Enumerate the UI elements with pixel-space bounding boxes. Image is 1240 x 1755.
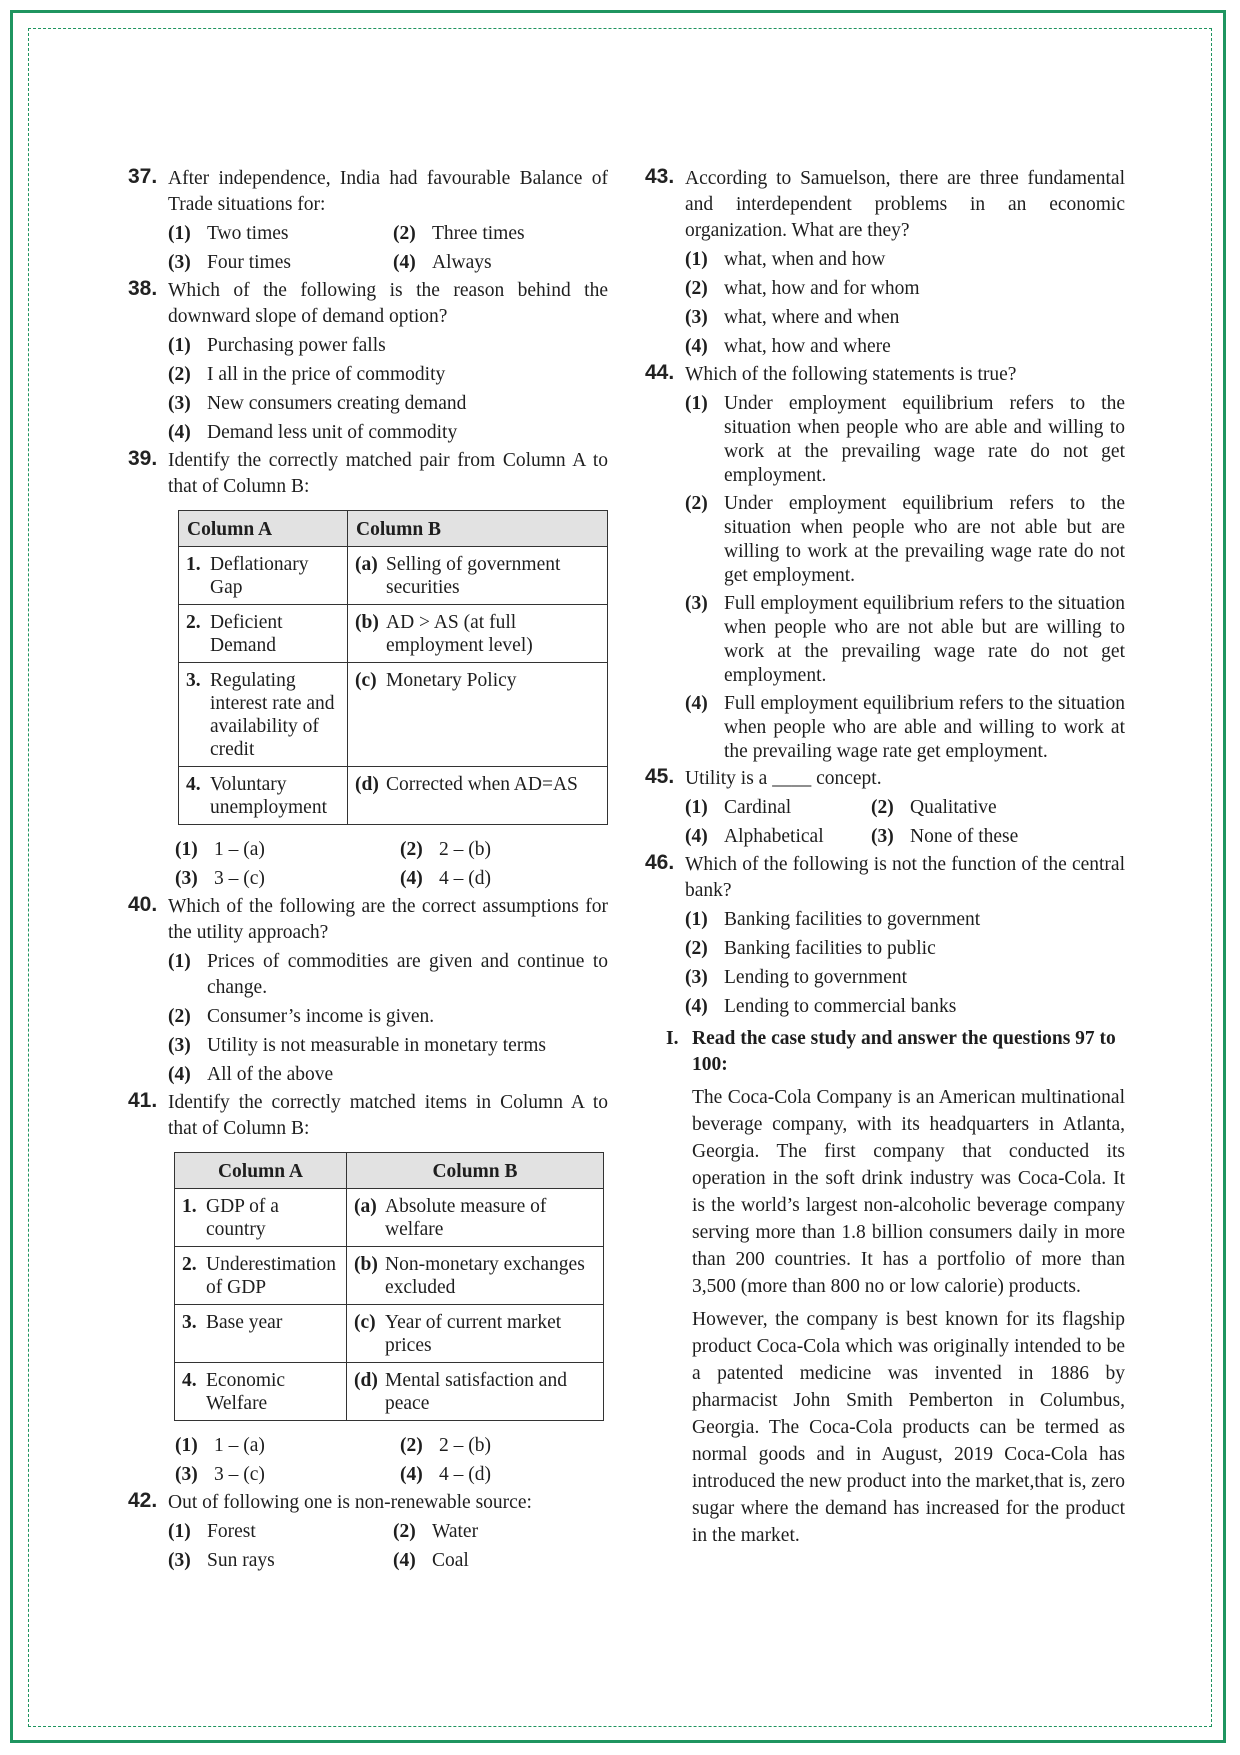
- question-text: Which of the following are the correct assumptions for the utility approach?: [168, 896, 608, 943]
- question-text: Utility is a ____ concept.: [685, 768, 882, 789]
- option-3[interactable]: (3) Lending to government: [685, 967, 908, 988]
- option-3[interactable]: (3) Four times: [168, 252, 291, 273]
- option-1[interactable]: (1) what, when and how: [685, 249, 886, 270]
- left-column: [128, 166, 608, 1576]
- question-number: 46.: [645, 851, 675, 874]
- question-text: Out of following one is non-renewable source:: [168, 1492, 532, 1513]
- question-45: [645, 766, 1125, 850]
- question-text: After independence, India had favourable Balance of Trade situations for:: [168, 168, 608, 215]
- options: [685, 795, 1125, 850]
- option-2[interactable]: (2) Under employment equilibrium refers to the situation when people who are not able but are willing to work at the prevailing wage rate do not get employment.: [685, 493, 1125, 586]
- option-1[interactable]: (1) Cardinal: [685, 797, 792, 818]
- table-row: 2. Deficient Demand (b) AD > AS (at full employment level): [179, 605, 608, 663]
- column-a-header: Column A: [179, 511, 348, 547]
- option-3[interactable]: (3) Sun rays: [168, 1550, 275, 1571]
- right-column: [645, 166, 1125, 1549]
- question-number: 38.: [128, 277, 158, 300]
- option-3[interactable]: (3) 3 – (c): [175, 1464, 265, 1485]
- option-2[interactable]: (2) Banking facilities to public: [685, 938, 936, 959]
- option-4[interactable]: (4) Lending to commercial banks: [685, 996, 957, 1017]
- question-text: Identify the correctly matched items in Column A to that of Column B:: [168, 1092, 608, 1139]
- question-44: [645, 362, 1125, 764]
- table-row: 1. Deflationary Gap (a) Selling of government securities: [179, 547, 608, 605]
- match-table: [174, 1152, 604, 1421]
- question-number: 41.: [128, 1089, 158, 1112]
- table-row: 1. GDP of a country (a) Absolute measure of welfare: [175, 1189, 604, 1247]
- option-1[interactable]: (1) Prices of commodities are given and continue to change.: [168, 951, 608, 998]
- option-1[interactable]: (1) Forest: [168, 1521, 256, 1542]
- option-4[interactable]: (4) Coal: [393, 1550, 469, 1571]
- question-number: 39.: [128, 447, 158, 470]
- table-row: 4. Voluntary unemployment (d) Corrected when AD=AS: [179, 767, 608, 825]
- table-row: 3. Base year (c) Year of current market prices: [175, 1305, 604, 1363]
- question-number: 45.: [645, 765, 675, 788]
- question-number: 43.: [645, 165, 675, 188]
- question-41: [128, 1090, 608, 1488]
- option-3[interactable]: (3) 3 – (c): [175, 868, 265, 889]
- table-row: 4. Economic Welfare (d) Mental satisfaction and peace: [175, 1363, 604, 1421]
- option-4[interactable]: (4) 4 – (d): [400, 1464, 491, 1485]
- question-46: [645, 852, 1125, 1020]
- question-43: [645, 166, 1125, 360]
- option-2[interactable]: (2) I all in the price of commodity: [168, 364, 446, 385]
- option-1[interactable]: (1) 1 – (a): [175, 1435, 265, 1456]
- question-number: 37.: [128, 165, 158, 188]
- option-4[interactable]: (4) Alphabetical: [685, 826, 824, 847]
- question-text: Which of the following is the reason behind the downward slope of demand option?: [168, 280, 608, 327]
- option-3[interactable]: (3) Utility is not measurable in monetary terms: [168, 1035, 547, 1056]
- option-4[interactable]: (4) what, how and where: [685, 336, 891, 357]
- option-4[interactable]: (4) Full employment equilibrium refers to the situation when people who are able and willing to work at the prevailing wage rate get employment.: [685, 693, 1125, 762]
- match-table: [178, 510, 608, 825]
- case-study-paragraph-1: The Coca-Cola Company is an American multinational beverage company, with its headquarters in Atlanta, Georgia. The first company that conducted its operation in the soft drink industry was Coca-Cola. It is the world’s largest non-alcoholic beverage company serving more than 1.8 billion consumers daily in more than 200 countries. It has a portfolio of more than 3,500 (more than 800 no or low calorie) products.: [692, 1087, 1125, 1297]
- option-2[interactable]: (2) what, how and for whom: [685, 278, 920, 299]
- option-4[interactable]: (4) 4 – (d): [400, 868, 491, 889]
- column-b-header: Column B: [348, 511, 608, 547]
- option-3[interactable]: (3) what, where and when: [685, 307, 900, 328]
- option-2[interactable]: (2) 2 – (b): [400, 1435, 491, 1456]
- options: [175, 837, 608, 892]
- option-1[interactable]: (1) Purchasing power falls: [168, 335, 386, 356]
- option-1[interactable]: (1) 1 – (a): [175, 839, 265, 860]
- case-study-heading: I. Read the case study and answer the questions 97 to 100:: [666, 1028, 1116, 1075]
- options: [175, 1433, 608, 1488]
- option-3[interactable]: (3) None of these: [871, 826, 1019, 847]
- question-text: Identify the correctly matched pair from Column A to that of Column B:: [168, 450, 608, 497]
- column-a-header: Column A: [175, 1153, 347, 1189]
- option-3[interactable]: (3) New consumers creating demand: [168, 393, 467, 414]
- option-4[interactable]: (4) All of the above: [168, 1064, 334, 1085]
- question-text: Which of the following is not the function of the central bank?: [685, 854, 1125, 901]
- options: [168, 221, 608, 276]
- question-38: [128, 278, 608, 446]
- question-37: [128, 166, 608, 276]
- option-3[interactable]: (3) Full employment equilibrium refers to the situation when people who are not able but are willing to work at the prevailing wage rate do not get employment.: [685, 593, 1125, 686]
- case-study-paragraph-2: However, the company is best known for its flagship product Coca-Cola which was originally intended to be a patented medicine was invented in 1886 by pharmacist John Smith Pemberton in Columbus, Georgia. The Coca-Cola products can be termed as normal goods and in August, 2019 Coca-Cola has introduced the new product into the market,that is, zero sugar where the demand has increased for the product in the market.: [692, 1309, 1125, 1546]
- question-text: Which of the following statements is true?: [685, 364, 1017, 385]
- option-1[interactable]: (1) Under employment equilibrium refers to the situation when people who are able and willing to work at the prevailing wage rate do not get employment.: [685, 393, 1125, 486]
- option-4[interactable]: (4) Always: [393, 252, 492, 273]
- question-number: 40.: [128, 893, 158, 916]
- option-2[interactable]: (2) 2 – (b): [400, 839, 491, 860]
- table-row: 3. Regulating interest rate and availability of credit (c) Monetary Policy: [179, 663, 608, 767]
- option-2[interactable]: (2) Water: [393, 1521, 479, 1542]
- question-40: [128, 894, 608, 1088]
- column-b-header: Column B: [347, 1153, 604, 1189]
- option-2[interactable]: (2) Qualitative: [871, 797, 997, 818]
- option-1[interactable]: (1) Banking facilities to government: [685, 909, 981, 930]
- question-text: According to Samuelson, there are three fundamental and interdependent problems in an economic organization. What are they?: [685, 168, 1125, 241]
- option-1[interactable]: (1) Two times: [168, 223, 289, 244]
- question-39: [128, 448, 608, 892]
- question-42: [128, 1490, 608, 1574]
- question-number: 42.: [128, 1489, 158, 1512]
- option-2[interactable]: (2) Consumer’s income is given.: [168, 1006, 435, 1027]
- option-2[interactable]: (2) Three times: [393, 223, 525, 244]
- option-4[interactable]: (4) Demand less unit of commodity: [168, 422, 458, 443]
- table-row: 2. Underestimation of GDP (b) Non-monetary exchanges excluded: [175, 1247, 604, 1305]
- options: [168, 1519, 608, 1574]
- question-number: 44.: [645, 361, 675, 384]
